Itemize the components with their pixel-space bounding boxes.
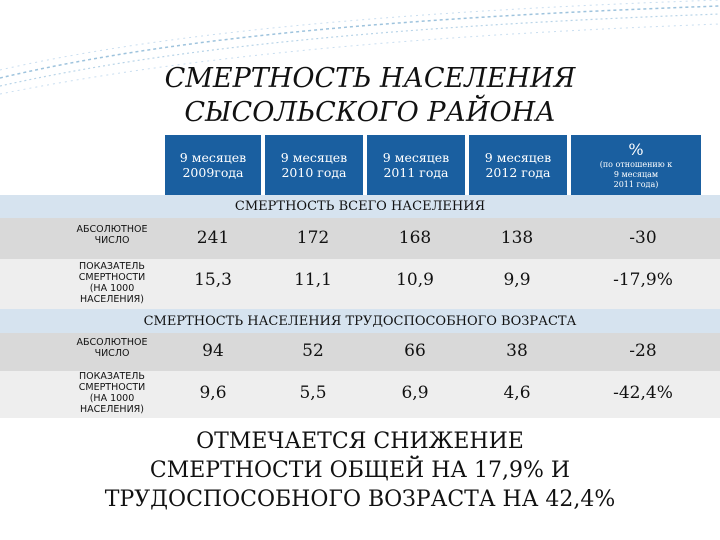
percent-symbol: % [628, 140, 644, 159]
table-cell: -30 [629, 228, 657, 248]
row-label-line: ЧИСЛО [94, 235, 130, 246]
row-label [52, 261, 172, 305]
row-label-line: ЧИСЛО [94, 348, 130, 359]
table-cell: 9,6 [199, 383, 227, 403]
column-header-label: 9 месяцев [484, 150, 552, 165]
page-title [150, 62, 590, 130]
column-header-label: 9 месяцев [382, 150, 450, 165]
column-header-2012 [469, 135, 567, 195]
conclusion-line-3: ТРУДОСПОСОБНОГО ВОЗРАСТА НА 42,4% [104, 487, 616, 512]
table-cell: 138 [500, 228, 534, 248]
row-label [52, 371, 172, 415]
conclusion-text [90, 427, 630, 514]
table-cell: 38 [506, 341, 528, 361]
row-label-line: (НА 1000 [89, 393, 135, 404]
table-row [0, 333, 720, 371]
column-header-label: 9 месяцев [280, 150, 348, 165]
table-cell: 168 [398, 228, 432, 248]
table-row [0, 259, 720, 309]
row-label-line: (НА 1000 [89, 283, 135, 294]
table-cell: 5,5 [299, 383, 327, 403]
conclusion-line-2: СМЕРТНОСТИ ОБЩЕЙ НА 17,9% И [149, 458, 571, 483]
row-label-line: СМЕРТНОСТИ [78, 272, 146, 283]
table-cell: -28 [629, 341, 657, 361]
table-cell: 9,9 [503, 270, 531, 290]
section-title-working-age: СМЕРТНОСТЬ НАСЕЛЕНИЯ ТРУДОСПОСОБНОГО ВОЗРАСТА [0, 309, 720, 333]
table-cell: 172 [296, 228, 330, 248]
table-cell: 241 [196, 228, 230, 248]
column-header-year: 2009года [182, 165, 244, 180]
table-cell: 66 [404, 341, 426, 361]
column-header-2010 [265, 135, 363, 195]
column-header-2009 [165, 135, 261, 195]
table-cell: -42,4% [613, 383, 673, 403]
table-cell: 15,3 [194, 270, 232, 290]
table-cell: 11,1 [294, 270, 332, 290]
row-label-line: ПОКАЗАТЕЛЬ [79, 261, 145, 272]
table-cell: 52 [302, 341, 324, 361]
table-cell: -17,9% [613, 270, 673, 290]
table-row [0, 371, 720, 418]
section-title-total: СМЕРТНОСТЬ ВСЕГО НАСЕЛЕНИЯ [0, 195, 720, 218]
row-label [52, 337, 172, 359]
row-label-line: АБСОЛЮТНОЕ [76, 224, 148, 235]
row-label-line: НАСЕЛЕНИЯ) [80, 404, 144, 415]
table-cell: 10,9 [396, 270, 434, 290]
conclusion-line-1: ОТМЕЧАЕТСЯ СНИЖЕНИЕ [196, 429, 524, 454]
table-cell: 4,6 [503, 383, 531, 403]
row-label [52, 224, 172, 246]
table-cell: 6,9 [401, 383, 429, 403]
column-header-year: 2011 года [383, 165, 449, 180]
percent-note-line-3: 2011 года) [613, 180, 659, 189]
row-label-line: АБСОЛЮТНОЕ [76, 337, 148, 348]
column-header-label: 9 месяцев [179, 150, 247, 165]
row-label-line: НАСЕЛЕНИЯ) [80, 294, 144, 305]
column-header-year: 2010 года [281, 165, 347, 180]
column-header-year: 2012 года [485, 165, 551, 180]
title-line-1: СМЕРТНОСТЬ НАСЕЛЕНИЯ [164, 63, 576, 94]
row-label-line: СМЕРТНОСТИ [78, 382, 146, 393]
table-cell: 94 [202, 341, 224, 361]
title-line-2: СЫСОЛЬСКОГО РАЙОНА [184, 97, 556, 128]
percent-note-line-2: 9 месяцам [613, 170, 659, 179]
percent-note-line-1: (по отношению к [599, 160, 673, 169]
row-label-line: ПОКАЗАТЕЛЬ [79, 371, 145, 382]
column-header-percent [571, 135, 701, 195]
table-row [0, 218, 720, 259]
column-header-2011 [367, 135, 465, 195]
